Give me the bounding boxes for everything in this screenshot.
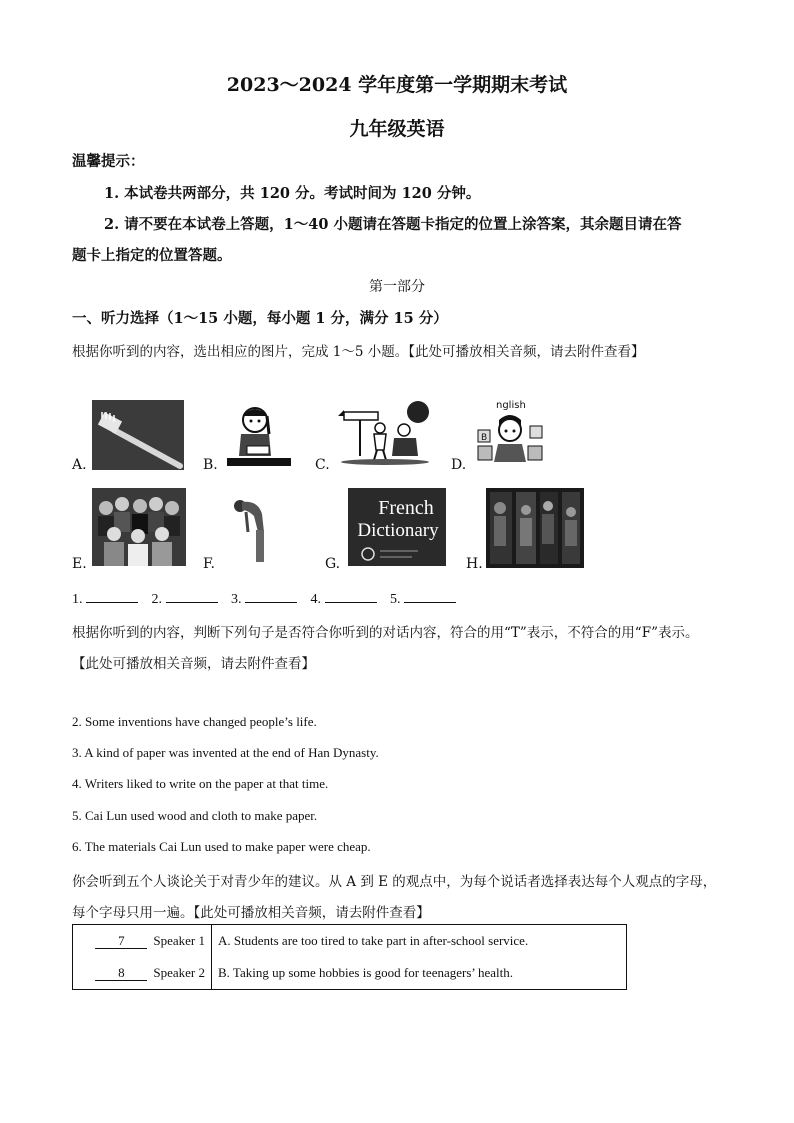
option-label-d: D. — [451, 457, 467, 473]
option-label-e: E. — [72, 556, 87, 572]
signpost-people-icon — [338, 400, 432, 466]
statement-5: 5. Cai Lun used wood and cloth to make paper. — [72, 808, 318, 823]
part-title: 第一部分 — [369, 279, 425, 295]
option-label-b: B. — [203, 457, 218, 473]
speaker-answer[interactable]: 8 — [95, 966, 147, 981]
tips-item-1: 1. 本试卷共两部分，共 120 分。考试时间为 120 分钟。 — [104, 185, 481, 202]
section-1-title: 一、听力选择（1～15 小题，每小题 1 分，满分 15 分） — [72, 310, 448, 327]
bowing-person-icon — [228, 492, 280, 566]
blank-3[interactable] — [245, 590, 297, 603]
exam-title: 2023～2024 学年度第一学期期末考试 — [226, 74, 568, 96]
english-bubble-text: nglish — [496, 400, 526, 411]
table-row — [73, 925, 627, 958]
blank-label-3: 3. — [231, 592, 242, 607]
tips-item-2-line-2: 题卡上指定的位置答题。 — [72, 247, 232, 264]
instruction-3-line-2: 每个字母只用一遍。【此处可播放相关音频，请去附件查看】 — [72, 905, 430, 921]
blank-2[interactable] — [166, 590, 218, 603]
dictionary-text-line-2: Dictionary — [357, 520, 439, 541]
speaker-answer[interactable]: 7 — [95, 934, 147, 949]
opinion-cell: A. Students are too tired to take part in after-school service. — [212, 925, 627, 958]
option-label-f: F. — [203, 556, 215, 572]
opinion-cell: B. Taking up some hobbies is good for teenagers’ health. — [212, 957, 627, 990]
blank-4[interactable] — [325, 590, 377, 603]
table-row — [73, 957, 627, 990]
blank-1[interactable] — [86, 590, 138, 603]
toothbrush-icon — [92, 400, 184, 470]
exam-subtitle: 九年级英语 — [349, 118, 445, 140]
group-photo-icon — [92, 488, 186, 566]
statement-2: 2. Some inventions have changed people’s life. — [72, 714, 317, 729]
english-learning-icon — [474, 396, 546, 468]
tips-heading: 温馨提示： — [72, 153, 145, 170]
tips-item-2-line-1: 2. 请不要在本试卷上答题，1～40 小题请在答题卡指定的位置上涂答案，其余题目请在答 — [104, 216, 682, 233]
concert-crowd-icon — [486, 488, 584, 568]
french-dictionary-icon — [348, 488, 446, 566]
speaker-label: Speaker 1 — [153, 933, 205, 948]
speaker-label: Speaker 2 — [153, 965, 205, 980]
option-label-h: H. — [466, 556, 483, 572]
blank-label-4: 4. — [310, 592, 321, 607]
blank-5[interactable] — [404, 590, 456, 603]
svg-text:B: B — [481, 433, 488, 443]
statement-6: 6. The materials Cai Lun used to make paper were cheap. — [72, 839, 371, 854]
blank-label-2: 2. — [151, 592, 162, 607]
speaker-cell — [73, 957, 212, 990]
speaker-cell — [73, 925, 212, 958]
thinking-student-icon — [225, 400, 293, 470]
option-label-g: G. — [325, 556, 341, 572]
instruction-2-line-1: 根据你听到的内容，判断下列句子是否符合你听到的对话内容，符合的用“T”表示，不符合的用“F”表示。 — [72, 625, 699, 641]
instruction-2-line-2: 【此处可播放相关音频，请去附件查看】 — [72, 656, 315, 672]
option-label-a: A. — [72, 457, 87, 473]
speaker-table — [72, 924, 627, 990]
statement-4: 4. Writers liked to write on the paper at that time. — [72, 776, 329, 791]
instruction-1: 根据你听到的内容，选出相应的图片，完成 1～5 小题。【此处可播放相关音频，请去附件查看】 — [72, 344, 645, 360]
blank-label-5: 5. — [390, 592, 401, 607]
instruction-3-line-1: 你会听到五个人谈论关于对青少年的建议。从 A 到 E 的观点中，为每个说话者选择表达每个人观点的字母， — [72, 874, 717, 890]
blank-label-1: 1. — [72, 592, 83, 607]
answer-blanks — [72, 590, 466, 608]
dictionary-text-line-1: French — [378, 497, 434, 519]
statement-3: 3. A kind of paper was invented at the end of Han Dynasty. — [72, 745, 379, 760]
option-label-c: C. — [315, 457, 330, 473]
